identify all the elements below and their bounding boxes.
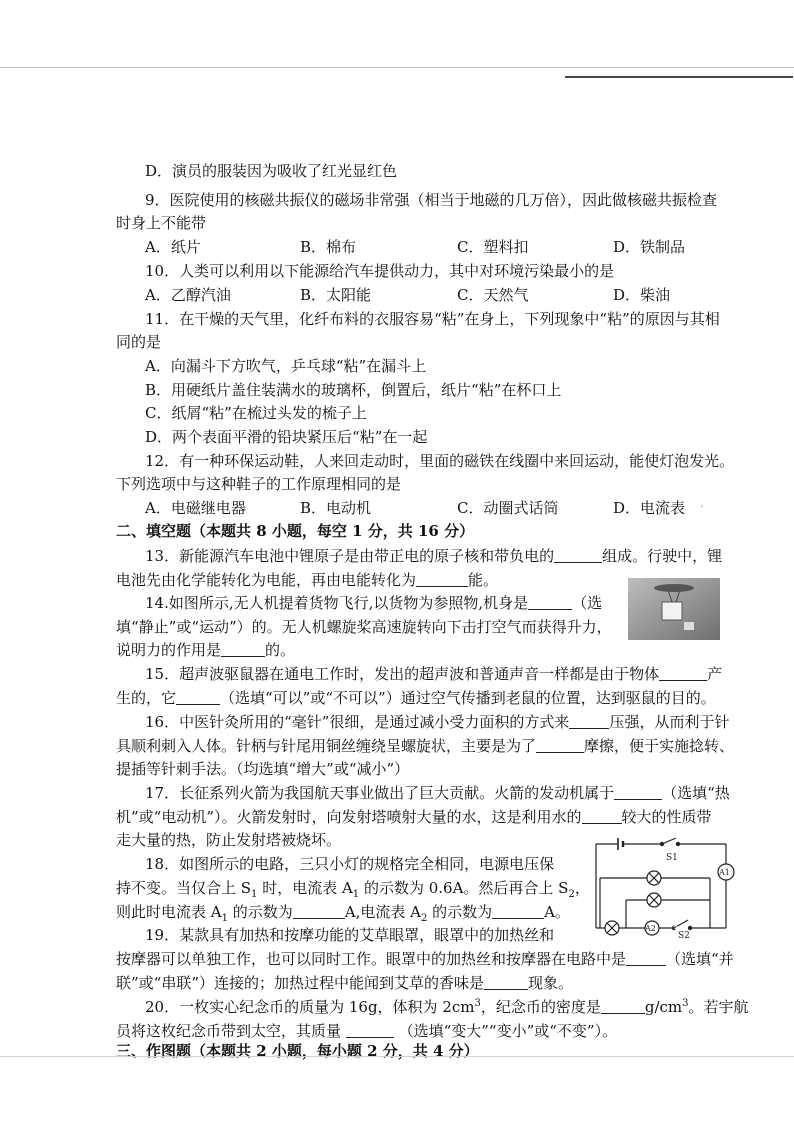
circuit-diagram xyxy=(590,836,740,938)
q20-line1-part2: ，纪念币的密度是 xyxy=(480,998,601,1016)
q18-blank-1 xyxy=(293,904,345,919)
q17-blank-1 xyxy=(614,785,662,800)
q14-blank-1 xyxy=(528,595,572,610)
q10-option-a: A．乙醇汽油 xyxy=(145,286,231,304)
q9-text-line2: 时身上不能带 xyxy=(116,214,207,232)
q13-line1 xyxy=(145,546,722,566)
q13-line2-text-a: 电池先由化学能转化为电能，再由电能转化为 xyxy=(116,571,417,589)
q15-line1-text-b: 产 xyxy=(707,665,723,683)
q12-text-line2: 下列选项中与这种鞋子的工作原理相同的是 xyxy=(116,475,402,493)
q20-line1-part3: g/cm xyxy=(644,998,683,1016)
q14-line3-text-b: 的。 xyxy=(265,641,296,659)
scan-mark-line xyxy=(565,76,793,78)
q17-line3: 走大量的热，防止发射塔被烧坏。 xyxy=(116,831,342,849)
q10-option-c: C．天然气 xyxy=(457,286,529,304)
q18-a1-sub: 1 xyxy=(352,889,360,900)
q11-text-line1: 11．在干燥的天气里，化纤布料的衣服容易“粘”在身上，下列现象中“粘”的原因与其相 xyxy=(145,310,720,328)
q18-line3-part2: 的示数为 xyxy=(227,903,293,921)
q18-blank-2 xyxy=(492,904,544,919)
q16-line1 xyxy=(145,712,729,732)
q19-line3-text-a: 联”或“串联”）连接的；加热过程中能闻到艾草的香味是 xyxy=(116,974,485,992)
q13-line1-text-a: 13．新能源汽车电池中锂原子是由带正电的原子核和带负电的 xyxy=(145,547,555,565)
q20-line1-part1: 20．一枚实心纪念币的质量为 16g，体积为 2cm xyxy=(145,998,475,1016)
q18-line3-part5: A。 xyxy=(544,903,570,921)
q15-line1-text-a: 15．超声波驱鼠器在通电工作时，发出的超声波和普通声音一样都是由于物体 xyxy=(145,665,660,683)
q20-gcm3-sup: 3 xyxy=(682,998,689,1009)
q17-line2-text-a: 机”或“电动机”）。火箭发射时，向发射塔喷射大量的水，这是利用水的 xyxy=(116,808,582,826)
q14-blank-2 xyxy=(221,642,265,657)
q15-line1 xyxy=(145,664,722,684)
q16-line1-text-b: 压强，从而利于针 xyxy=(609,713,730,731)
q20-line1 xyxy=(145,997,749,1017)
q17-blank-2 xyxy=(582,809,622,824)
q18-line2 xyxy=(116,878,590,898)
q19-blank-2 xyxy=(484,975,528,990)
section-3-heading: 三、作图题（本题共 2 小题，每小题 2 分，共 4 分） xyxy=(116,1042,479,1060)
q14-line1-text-b: （选 xyxy=(572,594,603,612)
q16-blank-2 xyxy=(536,738,584,753)
q14-line1-text-a: 14.如图所示,无人机提着货物飞行,以货物为参照物,机身是 xyxy=(145,594,529,612)
q20-blank-1 xyxy=(601,999,645,1014)
q19-line1: 19．某款具有加热和按摩功能的艾草眼罩，眼罩中的加热丝和 xyxy=(145,926,555,944)
q20-cm3-sup: 3 xyxy=(474,998,481,1009)
q18-s2-sub: 2 xyxy=(568,889,575,900)
q9-option-b: B．棉布 xyxy=(300,238,357,256)
q11-option-d: D．两个表面平滑的铅块紧压后“粘”在一起 xyxy=(145,428,428,446)
q18-s1-sub: 1 xyxy=(251,889,258,900)
q9-option-a: A．纸片 xyxy=(145,238,201,256)
q12-option-d: D．电流表 xyxy=(613,499,686,517)
q18-line2-part3: 的示数为 0.6A。然后再合上 S xyxy=(359,879,569,897)
q18-line3-part4: 的示数为 xyxy=(427,903,493,921)
q9-option-c: C．塑料扣 xyxy=(457,238,529,256)
q10-option-d: D．柴油 xyxy=(613,286,671,304)
circuit-label-s2: S2 xyxy=(678,931,690,938)
q18-line3-part1: 则此时电流表 A xyxy=(116,903,222,921)
q8-option-d: D．演员的服装因为吸收了红光显红色 xyxy=(145,162,398,180)
q13-line2-text-b: 能。 xyxy=(468,571,499,589)
q9-option-d: D．铁制品 xyxy=(613,238,686,256)
q15-blank-2 xyxy=(176,690,220,705)
q17-line1 xyxy=(145,783,730,803)
q11-text-line2: 同的是 xyxy=(116,333,162,351)
q16-line2-text-b: 摩擦，便于实施捻转、 xyxy=(584,737,735,755)
q10-text: 10．人类可以利用以下能源给汽车提供动力，其中对环境污染最小的是 xyxy=(145,262,615,280)
q17-line2 xyxy=(116,807,712,827)
q20-line2-text-a: 员将这枚纪念币带到太空，其质量 xyxy=(116,1022,342,1040)
q13-blank-2 xyxy=(416,572,468,587)
q17-line1-text-a: 17．长征系列火箭为我国航天事业做出了巨大贡献。火箭的发动机属于 xyxy=(145,784,615,802)
q20-line2 xyxy=(116,1021,617,1041)
q18-line2-part1: 持不变。当仅合上 S xyxy=(116,879,252,897)
circuit-label-a2: A2 xyxy=(645,924,656,933)
section-2-heading: 二、填空题（本题共 8 小题，每空 1 分，共 16 分） xyxy=(116,522,475,540)
q12-option-a: A．电磁继电器 xyxy=(145,499,246,517)
q17-line1-text-b: （选填“热 xyxy=(662,784,730,802)
q18-a2-sub: 2 xyxy=(420,913,428,924)
q13-line1-text-b: 组成。行驶中，锂 xyxy=(602,547,723,565)
q19-line2 xyxy=(116,949,734,969)
q16-line1-text-a: 16．中医针灸所用的“毫针”很细，是通过减小受力面积的方式来 xyxy=(145,713,570,731)
q15-line2 xyxy=(116,688,716,708)
drone-photo xyxy=(628,578,720,640)
q13-line2 xyxy=(116,570,498,590)
page-top-rule xyxy=(0,67,794,68)
q14-line1 xyxy=(145,593,602,613)
q19-line3 xyxy=(116,973,573,993)
q9-text-line1: 9．医院使用的核磁共振仪的磁场非常强（相当于地磁的几万倍），因此做核磁共振检查 xyxy=(145,191,718,209)
q10-option-b: B．太阳能 xyxy=(300,286,372,304)
q15-line2-text-a: 生的，它 xyxy=(116,689,177,707)
q17-line2-text-b: 较大的性质带 xyxy=(621,808,712,826)
q16-line2 xyxy=(116,736,734,756)
page-bottom-rule xyxy=(0,1056,794,1057)
q11-option-a: A．向漏斗下方吹气，乒乓球“粘”在漏斗上 xyxy=(145,357,427,375)
q19-line2-text-b: （选填“并 xyxy=(666,950,734,968)
q12-text-line1: 12．有一种环保运动鞋，人来回走动时，里面的磁铁在线圈中来回运动，能使灯泡发光。 xyxy=(145,452,735,470)
q19-line2-text-a: 按摩器可以单独工作，也可以同时工作。眼罩中的加热丝和按摩器在电路中是 xyxy=(116,950,627,968)
q20-line2-text-b: （选填“变大”“变小”或“不变”）。 xyxy=(398,1022,618,1040)
q14-line2: 填“静止”或“运动”）的。无人机螺旋桨高速旋转向下击打空气而获得升力， xyxy=(116,618,612,636)
q15-line2-text-b: （选填“可以”或“不可以”）通过空气传播到老鼠的位置，达到驱鼠的目的。 xyxy=(220,689,716,707)
q12-option-c: C．动圈式话筒 xyxy=(457,499,559,517)
q12-option-b: B．电动机 xyxy=(300,499,372,517)
q16-blank-1 xyxy=(569,714,609,729)
q11-option-c: C．纸屑“粘”在梳过头发的梳子上 xyxy=(145,404,367,422)
q18-line3 xyxy=(116,902,570,922)
q18-line2-part2: 时，电流表 A xyxy=(257,879,353,897)
q18-line2-part4: ， xyxy=(574,879,590,897)
circuit-label-s1: S1 xyxy=(666,853,678,863)
q18-a1-sub-2: 1 xyxy=(221,913,228,924)
q16-line2-text-a: 具顺利刺入人体。针柄与针尾用铜丝缠绕呈螺旋状，主要是为了 xyxy=(116,737,537,755)
q18-line3-part3: A,电流表 A xyxy=(344,903,421,921)
q19-line3-text-b: 现象。 xyxy=(528,974,574,992)
scan-speck: · xyxy=(700,500,704,513)
circuit-label-a1: A1 xyxy=(719,868,730,877)
q15-blank-1 xyxy=(659,666,707,681)
q16-line3: 提插等针刺手法。（均选填“增大”或“减小”） xyxy=(116,760,410,778)
q19-blank-1 xyxy=(626,951,666,966)
q14-line3 xyxy=(116,640,295,660)
q14-line3-text-a: 说明力的作用是 xyxy=(116,641,222,659)
q20-line1-part4: 。若宇航 xyxy=(688,998,749,1016)
q18-line1: 18．如图所示的电路，三只小灯的规格完全相同，电源电压保 xyxy=(145,855,555,873)
q20-blank-2 xyxy=(346,1023,394,1038)
q11-option-b: B．用硬纸片盖住装满水的玻璃杯，倒置后，纸片“粘”在杯口上 xyxy=(145,381,562,399)
q13-blank-1 xyxy=(554,548,602,563)
